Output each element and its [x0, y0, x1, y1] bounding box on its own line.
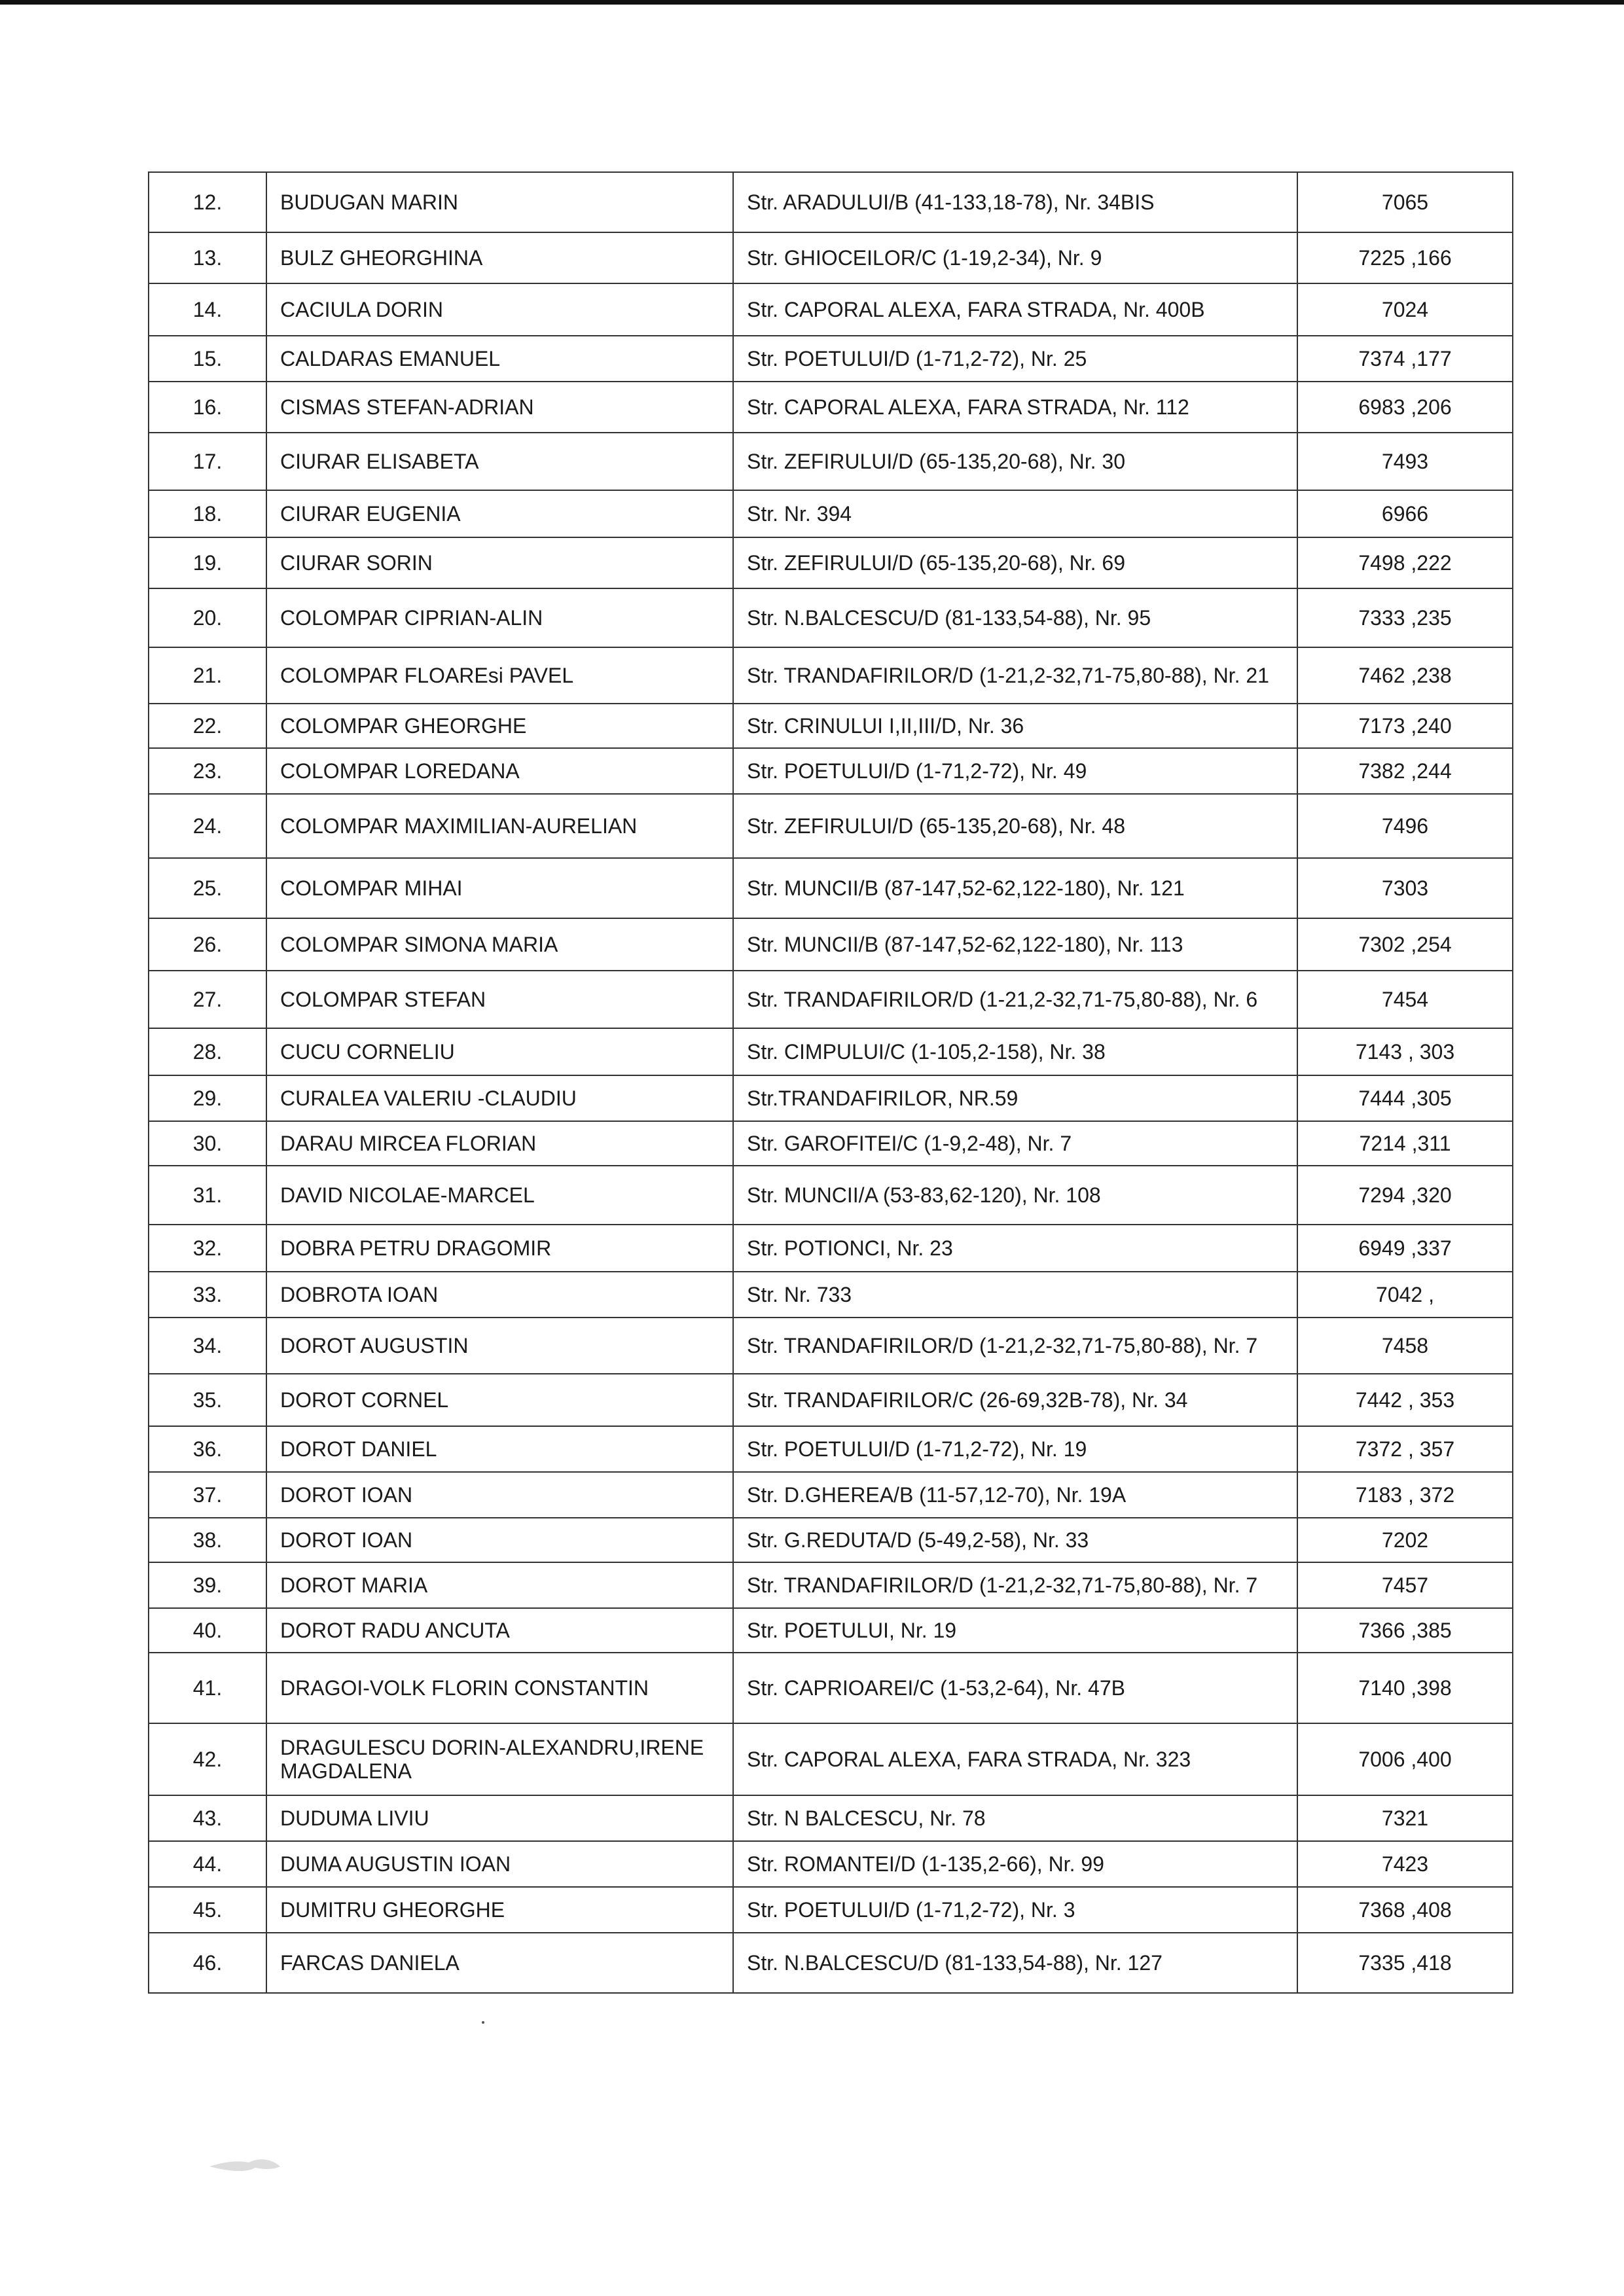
person-name: DOROT AUGUSTIN	[266, 1318, 733, 1374]
code-value: 7458	[1297, 1318, 1513, 1374]
person-name: COLOMPAR MAXIMILIAN-AURELIAN	[266, 794, 733, 858]
person-address: Str. G.REDUTA/D (5-49,2-58), Nr. 33	[733, 1518, 1297, 1562]
table-row	[149, 382, 1513, 433]
person-address: Str. Nr. 394	[733, 490, 1297, 537]
code-value: 7321	[1297, 1795, 1513, 1841]
person-name: DUMITRU GHEORGHE	[266, 1887, 733, 1933]
person-address: Str. POETULUI, Nr. 19	[733, 1608, 1297, 1653]
person-name: DOBROTA IOAN	[266, 1272, 733, 1318]
person-address: Str. GHIOCEILOR/C (1-19,2-34), Nr. 9	[733, 232, 1297, 283]
table-row	[149, 283, 1513, 336]
table-row	[149, 1318, 1513, 1374]
code-value: 7372 , 357	[1297, 1426, 1513, 1472]
table-row	[149, 433, 1513, 490]
person-address: Str. CRINULUI I,II,III/D, Nr. 36	[733, 704, 1297, 748]
row-number: 16.	[149, 382, 266, 433]
table-row	[149, 1841, 1513, 1887]
person-address: Str. TRANDAFIRILOR/D (1-21,2-32,71-75,80-88), Nr. 21	[733, 647, 1297, 704]
person-address: Str. ZEFIRULUI/D (65-135,20-68), Nr. 48	[733, 794, 1297, 858]
person-address: Str. CAPORAL ALEXA, FARA STRADA, Nr. 400B	[733, 283, 1297, 336]
table-row	[149, 918, 1513, 971]
code-value: 6949 ,337	[1297, 1225, 1513, 1272]
row-number: 13.	[149, 232, 266, 283]
scan-top-edge	[0, 0, 1624, 5]
table-row	[149, 232, 1513, 283]
row-number: 37.	[149, 1472, 266, 1518]
code-value: 7368 ,408	[1297, 1887, 1513, 1933]
table-row	[149, 971, 1513, 1028]
row-number: 33.	[149, 1272, 266, 1318]
code-value: 7374 ,177	[1297, 336, 1513, 382]
table-row	[149, 1075, 1513, 1121]
code-value: 7140 ,398	[1297, 1653, 1513, 1723]
code-value: 7294 ,320	[1297, 1166, 1513, 1225]
table-row	[149, 1121, 1513, 1166]
table-row	[149, 1795, 1513, 1841]
person-address: Str. CAPORAL ALEXA, FARA STRADA, Nr. 323	[733, 1723, 1297, 1795]
row-number: 32.	[149, 1225, 266, 1272]
row-number: 28.	[149, 1028, 266, 1075]
table-row	[149, 1723, 1513, 1795]
person-name: DAVID NICOLAE-MARCEL	[266, 1166, 733, 1225]
person-name: COLOMPAR FLOAREsi PAVEL	[266, 647, 733, 704]
table-row	[149, 647, 1513, 704]
person-name: CIURAR SORIN	[266, 537, 733, 588]
code-value: 7444 ,305	[1297, 1075, 1513, 1121]
person-name: DOROT DANIEL	[266, 1426, 733, 1472]
code-value: 7493	[1297, 433, 1513, 490]
person-name: DOBRA PETRU DRAGOMIR	[266, 1225, 733, 1272]
person-address: Str. TRANDAFIRILOR/D (1-21,2-32,71-75,80-88), Nr. 7	[733, 1562, 1297, 1608]
person-name: COLOMPAR GHEORGHE	[266, 704, 733, 748]
person-name: DRAGOI-VOLK FLORIN CONSTANTIN	[266, 1653, 733, 1723]
row-number: 46.	[149, 1933, 266, 1993]
person-address: Str. CAPRIOAREI/C (1-53,2-64), Nr. 47B	[733, 1653, 1297, 1723]
row-number: 25.	[149, 858, 266, 918]
code-value: 7042 ,	[1297, 1272, 1513, 1318]
person-address: Str. TRANDAFIRILOR/C (26-69,32B-78), Nr. 34	[733, 1374, 1297, 1426]
row-number: 19.	[149, 537, 266, 588]
table-row	[149, 1653, 1513, 1723]
table-row	[149, 794, 1513, 858]
row-number: 30.	[149, 1121, 266, 1166]
person-address: Str. CAPORAL ALEXA, FARA STRADA, Nr. 112	[733, 382, 1297, 433]
person-address: Str. TRANDAFIRILOR/D (1-21,2-32,71-75,80-88), Nr. 7	[733, 1318, 1297, 1374]
row-number: 22.	[149, 704, 266, 748]
row-number: 21.	[149, 647, 266, 704]
person-address: Str. POETULUI/D (1-71,2-72), Nr. 3	[733, 1887, 1297, 1933]
row-number: 26.	[149, 918, 266, 971]
row-number: 39.	[149, 1562, 266, 1608]
row-number: 15.	[149, 336, 266, 382]
table-row	[149, 1166, 1513, 1225]
code-value: 6966	[1297, 490, 1513, 537]
person-address: Str. POTIONCI, Nr. 23	[733, 1225, 1297, 1272]
code-value: 7462 ,238	[1297, 647, 1513, 704]
person-address: Str. MUNCII/B (87-147,52-62,122-180), Nr. 121	[733, 858, 1297, 918]
table-row	[149, 748, 1513, 794]
row-number: 18.	[149, 490, 266, 537]
person-name: BULZ GHEORGHINA	[266, 232, 733, 283]
code-value: 7143 , 303	[1297, 1028, 1513, 1075]
table-row	[149, 1272, 1513, 1318]
table-row	[149, 858, 1513, 918]
person-name: DOROT MARIA	[266, 1562, 733, 1608]
stray-dot	[482, 2021, 484, 2024]
row-number: 14.	[149, 283, 266, 336]
table-row	[149, 704, 1513, 748]
code-value: 7454	[1297, 971, 1513, 1028]
row-number: 23.	[149, 748, 266, 794]
person-name: COLOMPAR STEFAN	[266, 971, 733, 1028]
code-value: 7302 ,254	[1297, 918, 1513, 971]
person-name: FARCAS DANIELA	[266, 1933, 733, 1993]
code-value: 7225 ,166	[1297, 232, 1513, 283]
row-number: 17.	[149, 433, 266, 490]
person-name: COLOMPAR SIMONA MARIA	[266, 918, 733, 971]
row-number: 40.	[149, 1608, 266, 1653]
person-address: Str. TRANDAFIRILOR/D (1-21,2-32,71-75,80-88), Nr. 6	[733, 971, 1297, 1028]
table-row	[149, 1887, 1513, 1933]
person-name: DOROT IOAN	[266, 1518, 733, 1562]
code-value: 7498 ,222	[1297, 537, 1513, 588]
person-address: Str. POETULUI/D (1-71,2-72), Nr. 49	[733, 748, 1297, 794]
row-number: 45.	[149, 1887, 266, 1933]
code-value: 7173 ,240	[1297, 704, 1513, 748]
person-name: COLOMPAR CIPRIAN-ALIN	[266, 588, 733, 647]
row-number: 35.	[149, 1374, 266, 1426]
row-number: 31.	[149, 1166, 266, 1225]
person-name: COLOMPAR LOREDANA	[266, 748, 733, 794]
person-name: CIURAR ELISABETA	[266, 433, 733, 490]
code-value: 7202	[1297, 1518, 1513, 1562]
table-row	[149, 1028, 1513, 1075]
table-row	[149, 1426, 1513, 1472]
code-value: 7333 ,235	[1297, 588, 1513, 647]
person-address: Str. POETULUI/D (1-71,2-72), Nr. 19	[733, 1426, 1297, 1472]
code-value: 7382 ,244	[1297, 748, 1513, 794]
scan-smudge	[209, 2155, 281, 2177]
table-row	[149, 1472, 1513, 1518]
table-row	[149, 588, 1513, 647]
person-name: BUDUGAN MARIN	[266, 172, 733, 232]
person-address: Str. Nr. 733	[733, 1272, 1297, 1318]
row-number: 36.	[149, 1426, 266, 1472]
person-name: CURALEA VALERIU -CLAUDIU	[266, 1075, 733, 1121]
table-row	[149, 172, 1513, 232]
table-row	[149, 537, 1513, 588]
person-name: CACIULA DORIN	[266, 283, 733, 336]
person-address: Str. POETULUI/D (1-71,2-72), Nr. 25	[733, 336, 1297, 382]
person-name: DOROT RADU ANCUTA	[266, 1608, 733, 1653]
table-row	[149, 336, 1513, 382]
code-value: 7183 , 372	[1297, 1472, 1513, 1518]
code-value: 7024	[1297, 283, 1513, 336]
person-address: Str. ZEFIRULUI/D (65-135,20-68), Nr. 69	[733, 537, 1297, 588]
code-value: 7303	[1297, 858, 1513, 918]
person-address: Str. D.GHEREA/B (11-57,12-70), Nr. 19A	[733, 1472, 1297, 1518]
row-number: 34.	[149, 1318, 266, 1374]
person-name: CUCU CORNELIU	[266, 1028, 733, 1075]
person-name: CISMAS STEFAN-ADRIAN	[266, 382, 733, 433]
table-row	[149, 1933, 1513, 1993]
code-value: 7335 ,418	[1297, 1933, 1513, 1993]
person-name: DOROT CORNEL	[266, 1374, 733, 1426]
code-value: 6983 ,206	[1297, 382, 1513, 433]
code-value: 7457	[1297, 1562, 1513, 1608]
code-value: 7065	[1297, 172, 1513, 232]
person-address: Str. CIMPULUI/C (1-105,2-158), Nr. 38	[733, 1028, 1297, 1075]
code-value: 7423	[1297, 1841, 1513, 1887]
person-name: CALDARAS EMANUEL	[266, 336, 733, 382]
row-number: 38.	[149, 1518, 266, 1562]
person-address: Str. MUNCII/A (53-83,62-120), Nr. 108	[733, 1166, 1297, 1225]
persons-table	[148, 171, 1513, 1994]
row-number: 24.	[149, 794, 266, 858]
code-value: 7496	[1297, 794, 1513, 858]
table-row	[149, 1562, 1513, 1608]
row-number: 42.	[149, 1723, 266, 1795]
code-value: 7442 , 353	[1297, 1374, 1513, 1426]
person-address: Str. ARADULUI/B (41-133,18-78), Nr. 34BIS	[733, 172, 1297, 232]
code-value: 7214 ,311	[1297, 1121, 1513, 1166]
person-address: Str. N.BALCESCU/D (81-133,54-88), Nr. 95	[733, 588, 1297, 647]
row-number: 44.	[149, 1841, 266, 1887]
row-number: 12.	[149, 172, 266, 232]
person-name: DRAGULESCU DORIN-ALEXANDRU,IRENE MAGDALENA	[266, 1723, 733, 1795]
row-number: 29.	[149, 1075, 266, 1121]
person-address: Str. MUNCII/B (87-147,52-62,122-180), Nr. 113	[733, 918, 1297, 971]
table-body	[149, 172, 1513, 1993]
table-row	[149, 1225, 1513, 1272]
person-address: Str. N BALCESCU, Nr. 78	[733, 1795, 1297, 1841]
person-address: Str. GAROFITEI/C (1-9,2-48), Nr. 7	[733, 1121, 1297, 1166]
table-row	[149, 490, 1513, 537]
person-name: DUMA AUGUSTIN IOAN	[266, 1841, 733, 1887]
person-address: Str. ROMANTEI/D (1-135,2-66), Nr. 99	[733, 1841, 1297, 1887]
table-row	[149, 1608, 1513, 1653]
table-row	[149, 1518, 1513, 1562]
row-number: 27.	[149, 971, 266, 1028]
row-number: 43.	[149, 1795, 266, 1841]
person-name: DUDUMA LIVIU	[266, 1795, 733, 1841]
row-number: 41.	[149, 1653, 266, 1723]
person-address: Str.TRANDAFIRILOR, NR.59	[733, 1075, 1297, 1121]
person-name: COLOMPAR MIHAI	[266, 858, 733, 918]
row-number: 20.	[149, 588, 266, 647]
table-row	[149, 1374, 1513, 1426]
person-name: CIURAR EUGENIA	[266, 490, 733, 537]
person-name: DARAU MIRCEA FLORIAN	[266, 1121, 733, 1166]
person-address: Str. ZEFIRULUI/D (65-135,20-68), Nr. 30	[733, 433, 1297, 490]
code-value: 7366 ,385	[1297, 1608, 1513, 1653]
person-address: Str. N.BALCESCU/D (81-133,54-88), Nr. 127	[733, 1933, 1297, 1993]
person-name: DOROT IOAN	[266, 1472, 733, 1518]
code-value: 7006 ,400	[1297, 1723, 1513, 1795]
